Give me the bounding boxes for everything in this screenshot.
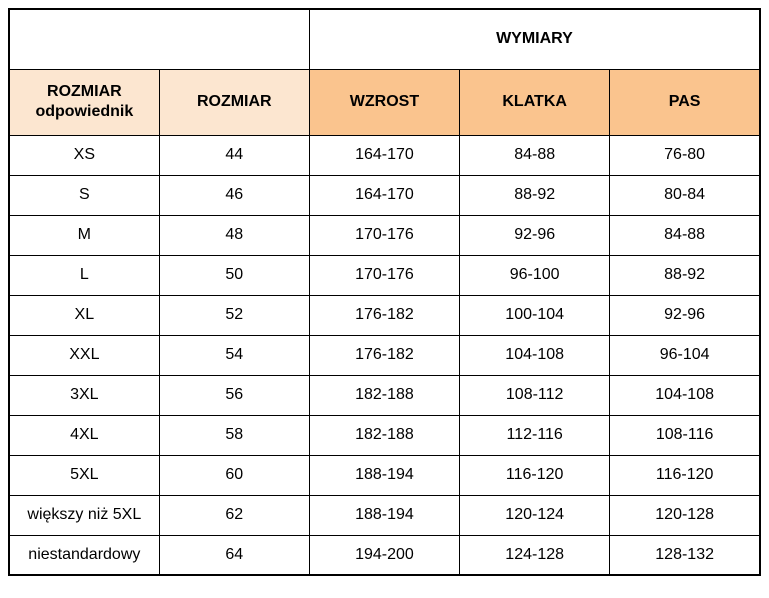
table-row xyxy=(9,375,760,415)
cell-size-number: 62 xyxy=(159,495,309,535)
cell-wzrost-range: 170-176 xyxy=(309,215,459,255)
cell-pas-range: 92-96 xyxy=(610,295,760,335)
cell-wzrost-range: 182-188 xyxy=(309,375,459,415)
cell-size-equivalent: XXL xyxy=(9,335,159,375)
size-chart-table xyxy=(8,8,761,576)
cell-pas-range: 120-128 xyxy=(610,495,760,535)
title-row xyxy=(9,9,760,69)
blank-corner-cell xyxy=(9,9,309,69)
cell-klatka-range: 84-88 xyxy=(460,135,610,175)
wymiary-group-header: WYMIARY xyxy=(309,9,760,69)
col-header-rozmiar-odpowiednik: ROZMIAR odpowiednik xyxy=(9,69,159,135)
cell-pas-range: 84-88 xyxy=(610,215,760,255)
cell-pas-range: 76-80 xyxy=(610,135,760,175)
cell-wzrost-range: 164-170 xyxy=(309,175,459,215)
cell-pas-range: 88-92 xyxy=(610,255,760,295)
table-row xyxy=(9,135,760,175)
table-row xyxy=(9,175,760,215)
cell-wzrost-range: 176-182 xyxy=(309,335,459,375)
cell-size-number: 48 xyxy=(159,215,309,255)
col-header-klatka: KLATKA xyxy=(460,69,610,135)
cell-wzrost-range: 176-182 xyxy=(309,295,459,335)
cell-size-number: 64 xyxy=(159,535,309,575)
cell-klatka-range: 116-120 xyxy=(460,455,610,495)
table-row xyxy=(9,255,760,295)
cell-size-equivalent: XL xyxy=(9,295,159,335)
cell-size-number: 54 xyxy=(159,335,309,375)
cell-size-number: 56 xyxy=(159,375,309,415)
cell-pas-range: 128-132 xyxy=(610,535,760,575)
cell-size-equivalent: L xyxy=(9,255,159,295)
cell-wzrost-range: 170-176 xyxy=(309,255,459,295)
cell-klatka-range: 124-128 xyxy=(460,535,610,575)
cell-size-number: 52 xyxy=(159,295,309,335)
cell-size-equivalent: 5XL xyxy=(9,455,159,495)
cell-klatka-range: 120-124 xyxy=(460,495,610,535)
cell-pas-range: 80-84 xyxy=(610,175,760,215)
col-header-rozmiar: ROZMIAR xyxy=(159,69,309,135)
cell-size-equivalent: 3XL xyxy=(9,375,159,415)
cell-size-equivalent: M xyxy=(9,215,159,255)
cell-size-equivalent: XS xyxy=(9,135,159,175)
cell-klatka-range: 108-112 xyxy=(460,375,610,415)
cell-klatka-range: 96-100 xyxy=(460,255,610,295)
cell-wzrost-range: 182-188 xyxy=(309,415,459,455)
cell-pas-range: 108-116 xyxy=(610,415,760,455)
cell-size-equivalent: większy niż 5XL xyxy=(9,495,159,535)
cell-size-number: 46 xyxy=(159,175,309,215)
table-body xyxy=(9,135,760,575)
cell-pas-range: 104-108 xyxy=(610,375,760,415)
cell-pas-range: 116-120 xyxy=(610,455,760,495)
cell-klatka-range: 100-104 xyxy=(460,295,610,335)
cell-size-equivalent: niestandardowy xyxy=(9,535,159,575)
cell-klatka-range: 112-116 xyxy=(460,415,610,455)
table-row xyxy=(9,455,760,495)
cell-wzrost-range: 164-170 xyxy=(309,135,459,175)
table-row xyxy=(9,495,760,535)
table-row xyxy=(9,295,760,335)
cell-klatka-range: 88-92 xyxy=(460,175,610,215)
cell-pas-range: 96-104 xyxy=(610,335,760,375)
col-header-wzrost: WZROST xyxy=(309,69,459,135)
table-row xyxy=(9,215,760,255)
table-row xyxy=(9,535,760,575)
cell-klatka-range: 104-108 xyxy=(460,335,610,375)
table-row xyxy=(9,335,760,375)
cell-size-number: 58 xyxy=(159,415,309,455)
cell-wzrost-range: 188-194 xyxy=(309,455,459,495)
cell-size-equivalent: S xyxy=(9,175,159,215)
column-header-row xyxy=(9,69,760,135)
cell-wzrost-range: 194-200 xyxy=(309,535,459,575)
cell-wzrost-range: 188-194 xyxy=(309,495,459,535)
table-head xyxy=(9,9,760,135)
table-row xyxy=(9,415,760,455)
cell-size-number: 50 xyxy=(159,255,309,295)
cell-klatka-range: 92-96 xyxy=(460,215,610,255)
cell-size-number: 60 xyxy=(159,455,309,495)
col-header-pas: PAS xyxy=(610,69,760,135)
cell-size-number: 44 xyxy=(159,135,309,175)
cell-size-equivalent: 4XL xyxy=(9,415,159,455)
